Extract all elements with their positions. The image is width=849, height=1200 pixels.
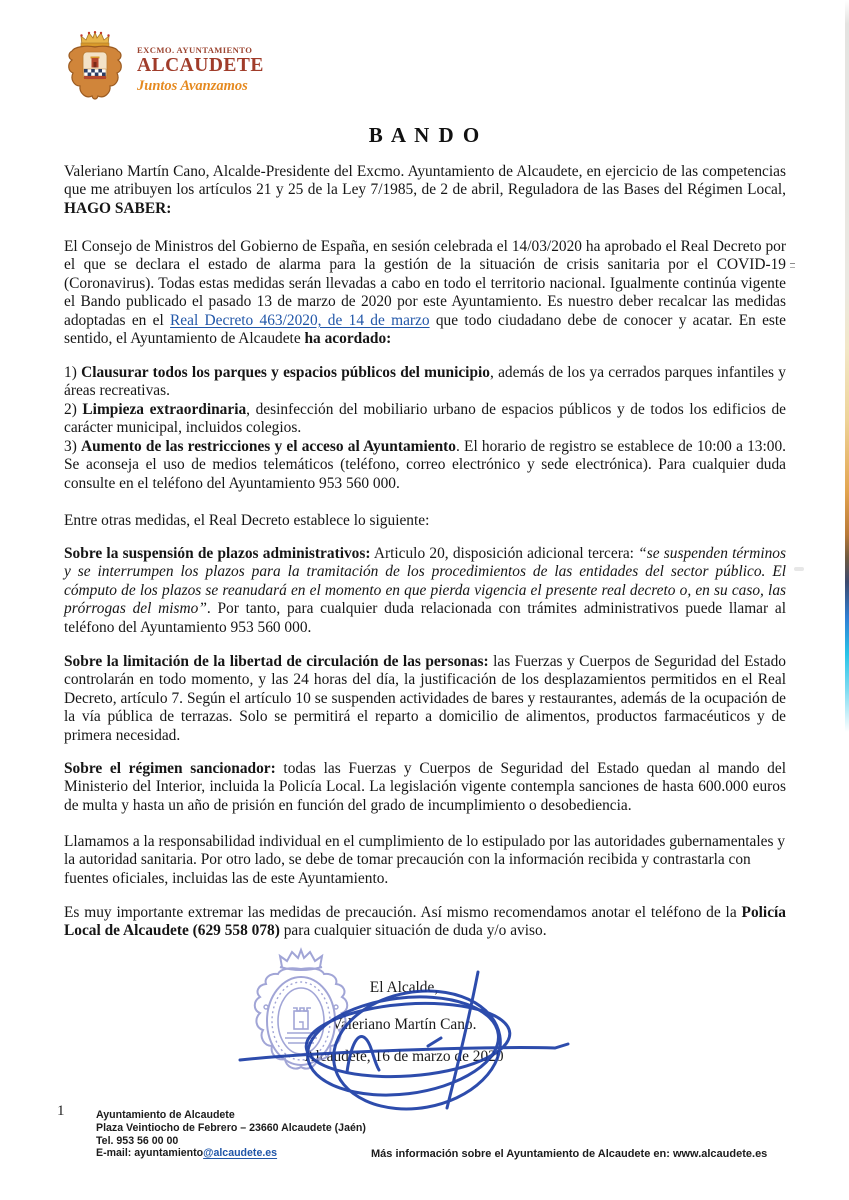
measures-list xyxy=(64,364,786,493)
footer-address: Plaza Veintiocho de Febrero – 23660 Alcaudete (Jaén) xyxy=(96,1121,366,1134)
page-number: 1 xyxy=(57,1103,65,1119)
logo-city-name: ALCAUDETE xyxy=(137,55,264,76)
footer-email-line: E-mail: ayuntamiento@alcaudete.es xyxy=(96,1147,278,1160)
footer-phone: Tel. 953 56 00 00 xyxy=(96,1134,179,1147)
measure-item-3: 3) Aumento de las restricciones y el acceso al Ayuntamiento. El horario de registro se establece de 10:00 a 13:00. Se aconseja el uso de medios telemáticos (teléfono, correo electrónico y sede electrónica). Para cualquier duda consulte en el teléfono del Ayuntamiento 953 560 000. xyxy=(64,437,787,492)
scan-smudge xyxy=(794,567,804,571)
paragraph-decree: El Consejo de Ministros del Gobierno de España, en sesión celebrada el 14/03/2020 ha aprobado el Real Decreto por el que se declara el estado de alarma para la gestión de la situación de crisis sanitaria por el COVID-19 (Coronavirus). Todas estas medidas serán llevadas a cabo en todo el territorio nacional. Igualmente continúa vigente el Bando publicado el pasado 13 de marzo de 2020 por este Ayuntamiento. Es nuestro deber recalcar las medidas adoptadas en el Real Decreto 463/2020, de 14 de marzo que todo ciudadano debe de conocer y acatar. En este sentido, el Ayuntamiento de Alcaudete ha acordado: xyxy=(64,238,787,348)
ha-acordado-bold: ha acordado: xyxy=(304,330,392,348)
quoted-decree-text: “se suspenden términos y se interrumpen los plazos para la tramitación de los procedimientos de las entidades del sector público. El cómputo de los plazos se reanudará en el momento en que pierda vigencia el presente real decreto o, en su caso, las prórrogas del mismo” xyxy=(64,545,786,618)
footer-more-info: Más información sobre el Ayuntamiento de Alcaudete en: www.alcaudete.es xyxy=(371,1148,768,1160)
paragraph-intro: Valeriano Martín Cano, Alcalde-Presidente del Excmo. Ayuntamiento de Alcaudete, en ejercicio de las competencias que me atribuyen los artículos 21 y 25 de la Ley 7/1985, de 2 de abril, Reguladora de las Bases del Régimen Local, HAGO SABER: xyxy=(64,163,786,217)
paragraph-limitacion-circulacion: Sobre la limitación de la libertad de circulación de las personas: las Fuerzas y Cuerpos de Seguridad del Estado controlarán en todo momento, y las 24 horas del día, la justificación de los desplazamientos permitidos en el Real Decreto, artículo 7. Según el artículo 10 se suspenden actividades de bares y restaurantes, además de la ocupación de la vía pública de terrazas. Solo se permitirá el reparto a domicilio de alimentos, productos farmacéuticos y de primera necesidad. xyxy=(64,653,786,744)
measure-item-2: 2) Limpieza extraordinaria, desinfección del mobiliario urbano de espacios públicos y de todos los edificios de carácter municipal, incluidos colegios. xyxy=(64,400,787,437)
logo-text-block xyxy=(137,45,267,95)
signature-scrawl xyxy=(225,938,705,1133)
measure-item-1: 1) Clausurar todos los parques y espacios públicos del municipio, además de los ya cerrados parques infantiles y áreas recreativas. xyxy=(64,364,786,400)
paragraph-llamamos: Llamamos a la responsabilidad individual en el cumplimiento de lo estipulado por las autoridades gubernamentales y la autoridad sanitaria. Por otro lado, se debe de tomar precaución con la información recibida y contrastarla con fuentes oficiales, incluidas las de este Ayuntamiento. xyxy=(64,833,786,887)
footer-org-name: Ayuntamiento de Alcaudete xyxy=(96,1109,235,1121)
hago-saber-bold: HAGO SABER: xyxy=(64,199,172,217)
logo-org-name: EXCMO. AYUNTAMIENTO xyxy=(137,45,253,55)
signature-role: El Alcalde, xyxy=(369,979,439,996)
page-title: B A N D O xyxy=(368,123,482,147)
alcaudete-shield-icon xyxy=(66,31,124,104)
footer-email-link[interactable]: @alcaudete.es xyxy=(203,1147,278,1160)
paragraph-entre-otras: Entre otras medidas, el Real Decreto establece lo siguiente: xyxy=(64,512,430,529)
signature-name: Valeriano Martín Cano. xyxy=(331,1016,477,1033)
signature-place-date: Alcaudete, 16 de marzo de 2020 xyxy=(304,1048,504,1065)
paragraph-regimen-sancionador: Sobre el régimen sancionador: todas las Fuerzas y Cuerpos de Seguridad del Estado quedan al mando del Ministerio del Interior, incluida la Policía Local. La legislación vigente contempla sanciones de hasta 600.000 euros de multa y hasta un año de prisión en función del grado de incumplimiento o desobediencia. xyxy=(64,760,786,814)
logo-tagline: Juntos Avanzamos xyxy=(137,78,248,94)
paragraph-precaucion: Es muy importante extremar las medidas de precaución. Así mismo recomendamos anotar el teléfono de la Policía Local de Alcaudete (629 558 078) para cualquier situación de duda y/o aviso. xyxy=(64,904,786,940)
scan-edge-artifact xyxy=(845,0,849,1200)
paragraph-suspension-plazos: Sobre la suspensión de plazos administrativos: Articulo 20, disposición adicional tercera: “se suspenden términos y se interrumpen los plazos para la tramitación de los procedimientos de las entidades del sector público. El cómputo de los plazos se reanudará en el momento en que pierda vigencia el presente real decreto o, en su caso, las prórrogas del mismo”. Por tanto, para cualquier duda relacionada con trámites administrativos puede llamar al teléfono del Ayuntamiento 953 560 000. xyxy=(64,545,786,636)
footer-contact-block xyxy=(96,1109,366,1160)
real-decreto-link[interactable]: Real Decreto 463/2020, de 14 de marzo xyxy=(170,311,430,329)
coat-of-arms-logo xyxy=(66,31,124,109)
scan-speck xyxy=(790,263,795,268)
policia-local-phone-bold: Policía Local de Alcaudete (629 558 078) xyxy=(64,904,786,940)
